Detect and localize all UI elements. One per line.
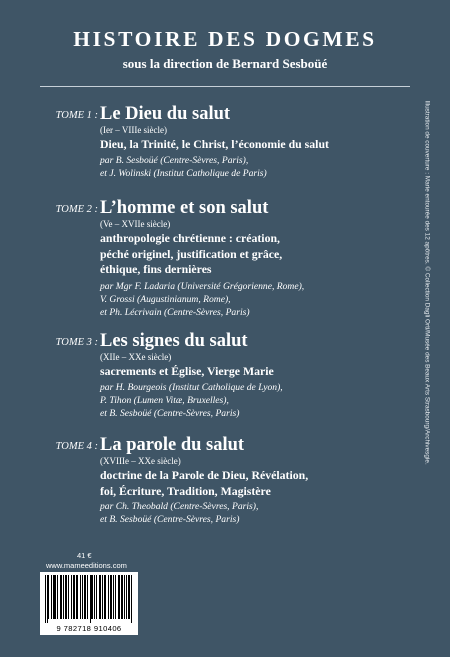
- barcode-bar: [122, 575, 123, 619]
- barcode-bar: [115, 575, 116, 619]
- barcode-bar: [126, 575, 127, 619]
- barcode-bar: [45, 575, 46, 623]
- description-line: éthique, fins dernières: [100, 262, 212, 276]
- barcode-bar: [76, 575, 77, 619]
- barcode-bar: [92, 575, 93, 619]
- isbn-barcode: [40, 572, 138, 635]
- barcode-bar: [105, 575, 106, 619]
- tome-authors: [100, 155, 430, 181]
- barcode-bar: [74, 575, 75, 619]
- barcode-bar: [128, 575, 129, 619]
- tome-centuries: (XVIIIe – XXe siècle): [100, 456, 181, 466]
- barcode-bar: [113, 575, 114, 619]
- barcode-bar: [68, 575, 69, 619]
- barcode-bar: [53, 575, 54, 619]
- description-line: anthropologie chrétienne : création,: [100, 231, 280, 245]
- barcode-bar: [104, 575, 105, 619]
- barcode-bar: [65, 575, 66, 619]
- tome-authors: [100, 281, 430, 319]
- tome-title: La parole du salut: [100, 435, 245, 455]
- barcode-bar: [85, 575, 86, 619]
- description-line: doctrine de la Parole de Dieu, Révélation,: [100, 468, 309, 482]
- barcode-bar: [110, 575, 111, 619]
- tome-description: [100, 364, 435, 380]
- barcode-bar: [124, 575, 125, 619]
- author-line: par B. Sesboüé (Centre-Sèvres, Paris),: [100, 155, 249, 166]
- barcode-bar: [121, 575, 122, 619]
- tome-description: [100, 137, 435, 153]
- publisher-website[interactable]: www.mameeditions.com: [46, 561, 127, 570]
- cover-illustration-credit: [421, 100, 432, 583]
- tome-title: Les signes du salut: [100, 331, 248, 351]
- tome-centuries: (XIIe – XXe siècle): [100, 352, 172, 362]
- barcode-bar: [57, 575, 58, 619]
- series-title: HISTOIRE DES DOGMES: [73, 27, 377, 51]
- tome-entry-4: [0, 435, 440, 530]
- price: 41 €: [77, 551, 92, 560]
- barcode-bar: [51, 575, 52, 619]
- tome-authors: [100, 382, 430, 420]
- barcode-bar: [66, 575, 67, 619]
- barcode-bar: [71, 575, 72, 619]
- tome-title: L’homme et son salut: [100, 198, 269, 218]
- tome-centuries: (Ve – XVIIe siècle): [100, 219, 171, 229]
- tome-entry-2: [0, 198, 440, 323]
- barcode-bar: [87, 575, 88, 619]
- barcode-bar: [48, 575, 49, 619]
- description-line: sacrements et Église, Vierge Marie: [100, 364, 274, 378]
- tome-label: TOME 4 :: [55, 441, 98, 452]
- barcode-bar: [108, 575, 109, 619]
- barcode-bar: [99, 575, 100, 619]
- tome-entry-1: [0, 104, 440, 184]
- divider-rule: [40, 86, 410, 87]
- barcode-bar: [73, 575, 74, 619]
- barcode-bar: [90, 575, 91, 623]
- barcode-bar: [119, 575, 120, 619]
- description-line: foi, Écriture, Tradition, Magistère: [100, 483, 271, 498]
- author-line: et B. Sesboüé (Centre-Sèvres, Paris): [100, 513, 240, 525]
- tome-description: [100, 468, 435, 499]
- barcode-bar: [94, 575, 95, 619]
- barcode-bar: [100, 575, 101, 619]
- barcode-bar: [118, 575, 119, 619]
- barcode-bar: [82, 575, 83, 619]
- barcode-bar: [47, 575, 48, 623]
- barcode-bar: [111, 575, 112, 619]
- author-line: par H. Bourgeois (Institut Catholique de Lyon),: [100, 382, 283, 393]
- barcode-bar: [96, 575, 97, 619]
- barcode-bar: [84, 575, 85, 619]
- description-line: péché originel, justification et grâce,: [100, 246, 283, 261]
- author-line: par Ch. Theobald (Centre-Sèvres, Paris),: [100, 501, 259, 512]
- barcode-bar: [61, 575, 62, 619]
- barcode-bar: [102, 575, 103, 619]
- author-line: et Ph. Lécrivain (Centre-Sèvres, Paris): [100, 306, 250, 318]
- barcode-bar: [131, 575, 132, 623]
- barcode-bar: [60, 575, 61, 619]
- tome-description: [100, 231, 435, 278]
- tome-label: TOME 3 :: [55, 337, 98, 348]
- barcode-digits: 9 782718 910406: [56, 624, 122, 633]
- tome-label: TOME 1 :: [55, 110, 98, 121]
- tome-label: TOME 2 :: [55, 204, 98, 215]
- description-line: Dieu, la Trinité, le Christ, l’économie du salut: [100, 137, 329, 151]
- author-line: par Mgr F. Ladaria (Université Grégorienne, Rome),: [100, 281, 305, 292]
- barcode-bar: [80, 575, 81, 619]
- author-line: P. Tihon (Lumen Vitæ, Bruxelles),: [100, 394, 229, 406]
- author-line: et B. Sesboüé (Centre-Sèvres, Paris): [100, 407, 240, 419]
- tome-authors: [100, 501, 430, 527]
- author-line: V. Grossi (Augustinianum, Rome),: [100, 293, 231, 305]
- credit-text: Illustration de couverture : Marie entourée des 12 apôtres. © Collection Dagli Orti/Musée des Beaux Arts Strasbourg/Archivesgie.: [423, 100, 431, 465]
- barcode-bar: [77, 575, 78, 619]
- barcode-bar: [55, 575, 56, 619]
- barcode-bar: [91, 575, 92, 619]
- barcode-bars: [45, 575, 133, 623]
- barcode-bar: [63, 575, 64, 619]
- series-subtitle: sous la direction de Bernard Sesboüé: [122, 56, 328, 71]
- tome-title: Le Dieu du salut: [100, 104, 231, 124]
- tome-entry-3: [0, 331, 440, 421]
- barcode-bar: [54, 575, 55, 619]
- author-line: et J. Wolinski (Institut Catholique de Paris): [100, 167, 267, 179]
- barcode-bar: [129, 575, 130, 619]
- tome-centuries: (Ier – VIIIe siècle): [100, 125, 168, 135]
